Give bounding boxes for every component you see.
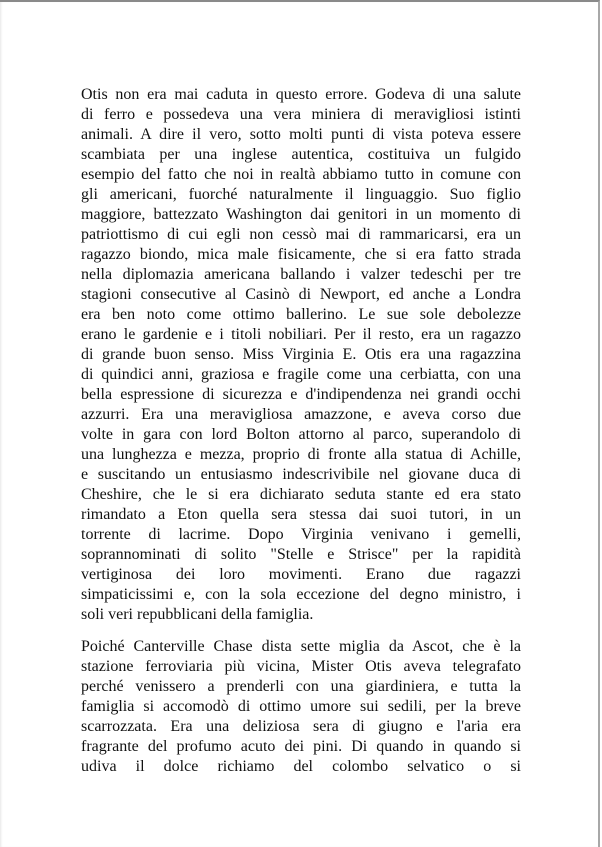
text-line: fragrante del profumo acuto dei pini. Di quando in quando si (81, 738, 521, 755)
text-line: Poiché Canterville Chase dista sette miglia da Ascot, che è la (81, 638, 521, 655)
text-line: famiglia si accomodò di ottimo umore sui sedili, per la breve (81, 698, 521, 715)
text-line: perché venissero a prenderli con una giardiniera, e tutta la (81, 678, 521, 695)
text-line: scambiata per una inglese autentica, costituiva un fulgido (81, 146, 521, 163)
text-line: erano le gardenie e i titoli nobiliari. Per il resto, era un ragazzo (81, 326, 521, 343)
document-body (81, 85, 521, 789)
text-line: di ferro e possedeva una vera miniera di meravigliosi istinti (81, 106, 521, 123)
text-line: torrente di lacrime. Dopo Virginia venivano i gemelli, (81, 526, 521, 543)
paragraph-1 (81, 85, 521, 625)
text-line: una lunghezza e mezza, proprio di fronte alla statua di Achille, (81, 446, 521, 463)
text-line: soprannominati di solito "Stelle e Strisce" per la rapidità (81, 546, 521, 563)
text-line: e suscitando un entusiasmo indescrivibile nel giovane duca di (81, 466, 521, 483)
text-line: gli americani, fuorché naturalmente il linguaggio. Suo figlio (81, 186, 521, 203)
text-line: scarrozzata. Era una deliziosa sera di giugno e l'aria era (81, 718, 521, 735)
text-line: stagioni consecutive al Casinò di Newport, ed anche a Londra (81, 286, 521, 303)
paragraph-2 (81, 637, 521, 777)
text-line: volte in gara con lord Bolton attorno al parco, superandolo di (81, 426, 521, 443)
text-line: patriottismo di cui egli non cessò mai di rammaricarsi, era un (81, 226, 521, 243)
text-line: soli veri repubblicani della famiglia. (81, 606, 314, 623)
text-line: di quindici anni, graziosa e fragile come una cerbiatta, con una (81, 366, 521, 383)
text-line: ragazzo biondo, mica male fisicamente, che si era fatto strada (81, 246, 521, 263)
text-line: rimandato a Eton quella sera stessa dai suoi tutori, in un (81, 506, 521, 523)
text-line: Cheshire, che le si era dichiarato seduta stante ed era stato (81, 486, 521, 503)
text-line: udiva il dolce richiamo del colombo selvatico o si (81, 758, 521, 775)
text-line: Otis non era mai caduta in questo errore. Godeva di una salute (81, 86, 521, 103)
text-line: vertiginosa dei loro movimenti. Erano due ragazzi (81, 566, 521, 583)
text-line: animali. A dire il vero, sotto molti punti di vista poteva essere (81, 126, 521, 143)
text-line: era ben noto come ottimo ballerino. Le sue sole debolezze (81, 306, 521, 323)
text-line: bella espressione di sicurezza e d'indipendenza nei grandi occhi (81, 386, 521, 403)
text-line: stazione ferroviaria più vicina, Mister Otis aveva telegrafato (81, 658, 521, 675)
text-line: azzurri. Era una meravigliosa amazzone, e aveva corso due (81, 406, 521, 423)
text-line: maggiore, battezzato Washington dai genitori in un momento di (81, 206, 521, 223)
text-line: nella diplomazia americana ballando i valzer tedeschi per tre (81, 266, 521, 283)
text-line: esempio del fatto che noi in realtà abbiamo tutto in comune con (81, 166, 521, 183)
text-line: di grande buon senso. Miss Virginia E. Otis era una ragazzina (81, 346, 521, 363)
text-line: simpaticissimi e, con la sola eccezione del degno ministro, i (81, 586, 521, 603)
